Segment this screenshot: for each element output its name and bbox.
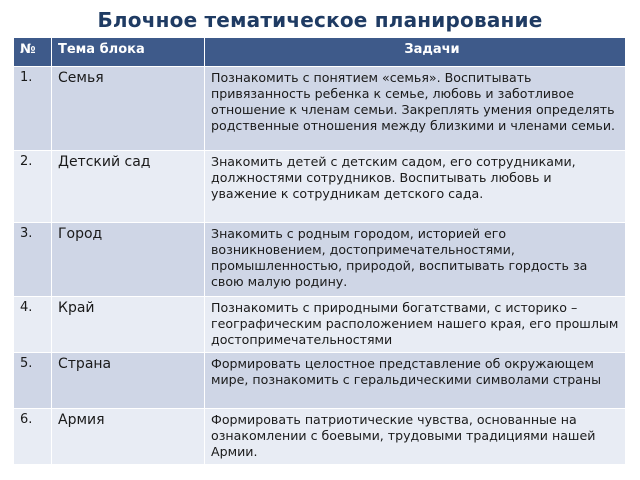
row-theme: Страна (52, 353, 205, 409)
row-number: 5. (14, 353, 52, 409)
table-row (14, 67, 626, 151)
row-number: 4. (14, 297, 52, 353)
table-row (14, 297, 626, 353)
table-row (14, 409, 626, 465)
row-theme: Детский сад (52, 151, 205, 223)
row-theme: Армия (52, 409, 205, 465)
row-number: 3. (14, 223, 52, 297)
table-header-row (14, 38, 626, 67)
row-task: Познакомить с природными богатствами, с историко –географическим расположением нашего края, его прошлым достопримечательностями (205, 297, 626, 353)
table-row (14, 151, 626, 223)
row-theme: Город (52, 223, 205, 297)
header-tasks: Задачи (205, 38, 626, 67)
row-task: Формировать целостное представление об окружающем мире, познакомить с геральдическими символами страны (205, 353, 626, 409)
row-task: Знакомить с родным городом, историей его возникновением, достопримечательностями, промышленностью, природой, воспитывать гордость за свою малую родину. (205, 223, 626, 297)
row-number: 1. (14, 67, 52, 151)
row-theme: Семья (52, 67, 205, 151)
header-theme: Тема блока (52, 38, 205, 67)
row-task: Знакомить детей с детским садом, его сотрудниками, должностями сотрудников. Воспитывать любовь и уважение к сотрудникам детского сада. (205, 151, 626, 223)
table-row (14, 223, 626, 297)
row-number: 6. (14, 409, 52, 465)
page-title: Блочное тематическое планирование (97, 8, 543, 32)
planning-table (14, 38, 626, 465)
row-task: Формировать патриотические чувства, основанные на ознакомлении с боевыми, трудовыми традициями нашей Армии. (205, 409, 626, 465)
row-number: 2. (14, 151, 52, 223)
row-task: Познакомить с понятием «семья». Воспитывать привязанность ребенка к семье, любовь и заботливое отношение к членам семьи. Закреплять умения определять родственные отношения между близкими и членами семьи. (205, 67, 626, 151)
header-number: № (14, 38, 52, 67)
row-theme: Край (52, 297, 205, 353)
table-row (14, 353, 626, 409)
